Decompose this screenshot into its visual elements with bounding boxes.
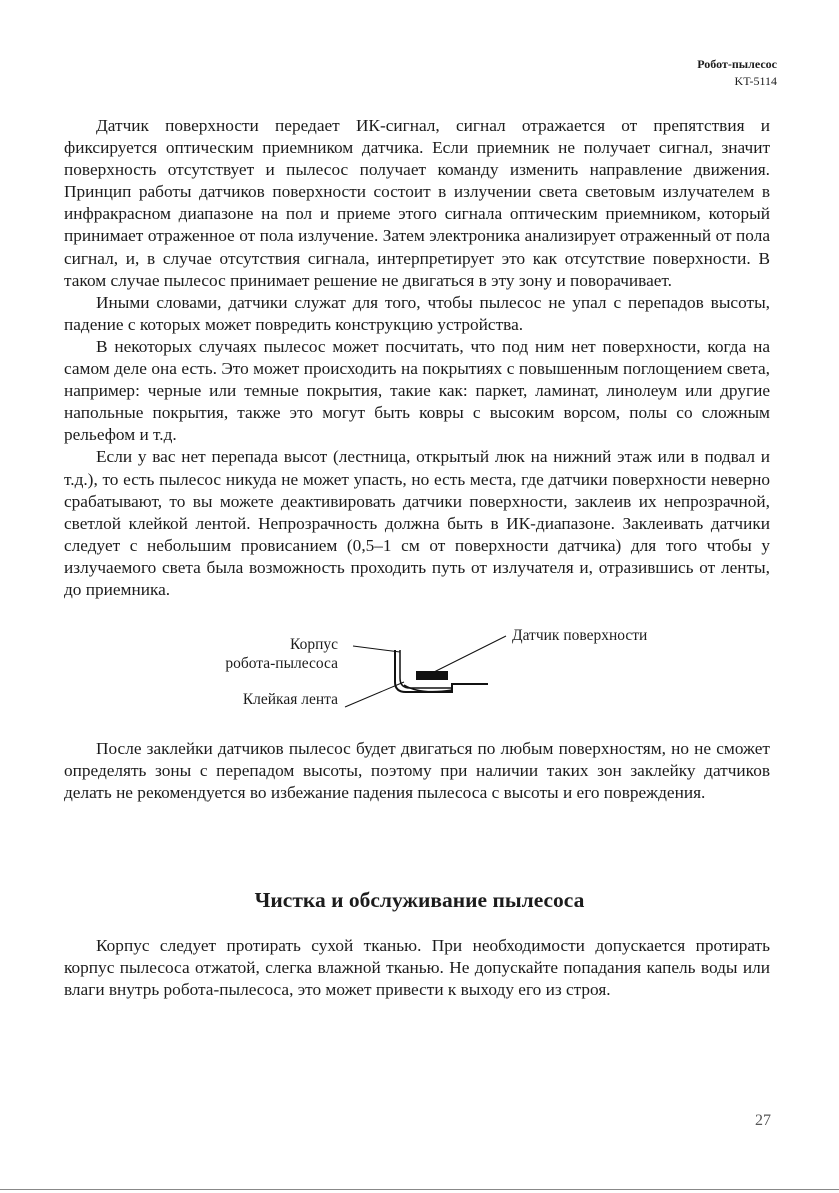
label-robot-body-line1: Корпус <box>290 636 338 653</box>
surface-sensor-block <box>416 671 448 680</box>
robot-body-inner-line <box>400 650 452 688</box>
label-surface-sensor: Датчик поверхности <box>512 627 648 644</box>
paragraph: После заклейки датчиков пылесос будет двигаться по любым поверхностям, но не сможет определять зоны с перепадом высоты, поэтому при наличии таких зон заклейку датчиков делать не рекомендуется во избежание падения пылесоса с высоты и его повреждения. <box>64 739 770 803</box>
leader-line-tape <box>345 682 404 707</box>
paragraph: В некоторых случаях пылесос может посчитать, что под ним нет поверхности, когда на самом деле она есть. Это может происходить на покрытиях с повышенным поглощением света, например: черные или темные покрытия, такие как: паркет, ламинат, линолеум или другие напольные покрытия, также это могут быть ковры с высоким ворсом, полы со сложным рельефом и т.д. <box>64 336 770 445</box>
body-text-top <box>64 115 770 601</box>
label-adhesive-tape: Клейкая лента <box>242 691 338 708</box>
section-heading: Чистка и обслуживание пылесоса <box>254 888 585 912</box>
paragraph: Если у вас нет перепада высот (лестница, открытый люк на нижний этаж или в подвал и т.д.), то есть пылесос никуда не может упасть, но есть места, где датчики поверхности неверно срабатывают, то вы можете деактивировать датчики поверхности, заклеив их непрозрачной, светлой клейкой лентой. Непрозрачность должна быть в ИК-диапазоне. Заклеивать датчики следует с небольшим провисанием (0,5–1 см от поверхности датчика) для того чтобы у излучаемого света была возможность проходить путь от излучателя и, отразившись от ленты, до приемника. <box>64 447 770 599</box>
paragraph: Иными словами, датчики служат для того, чтобы пылесос не упал с перепадов высоты, падение с которых может повредить конструкцию устройства. <box>64 292 770 334</box>
paragraph: Корпус следует протирать сухой тканью. При необходимости допускается протирать корпус пылесоса отжатой, слегка влажной тканью. Не допускайте попадания капель воды или влаги внутрь робота-пылесоса, это может привести к выходу его из строя. <box>64 936 770 1000</box>
header-model: KT-5114 <box>734 74 777 88</box>
label-robot-body <box>188 635 338 673</box>
sensor-tape-diagram <box>190 620 690 720</box>
body-text-after-figure <box>64 738 770 804</box>
leader-line-sensor <box>430 636 506 674</box>
paragraph: Датчик поверхности передает ИК-сигнал, сигнал отражается от препятствия и фиксируется оптическим приемником датчика. Если приемник не получает сигнал, значит поверхность отсутствует и пылесос получает команду изменить направление движения. Принцип работы датчиков поверхности состоит в излучении света световым излучателем в инфракрасном диапазоне на пол и приеме этого сигнала оптическим приемником, который принимает отраженное от пола излучение. Затем электроника анализирует отраженный от пола сигнал, и, в случае отсутствия сигнала, интерпретирует это как отсутствие поверхности. В таком случае пылесос принимает решение не двигаться в эту зону и поворачивает. <box>64 116 770 290</box>
page-edge-line <box>0 1189 839 1190</box>
label-robot-body-line2: робота-пылесоса <box>225 655 338 672</box>
leader-line-body <box>353 646 400 652</box>
page-number: 27 <box>755 1112 771 1129</box>
running-header <box>697 56 777 90</box>
header-title: Робот-пылесос <box>697 57 777 71</box>
section-body <box>64 935 770 1001</box>
